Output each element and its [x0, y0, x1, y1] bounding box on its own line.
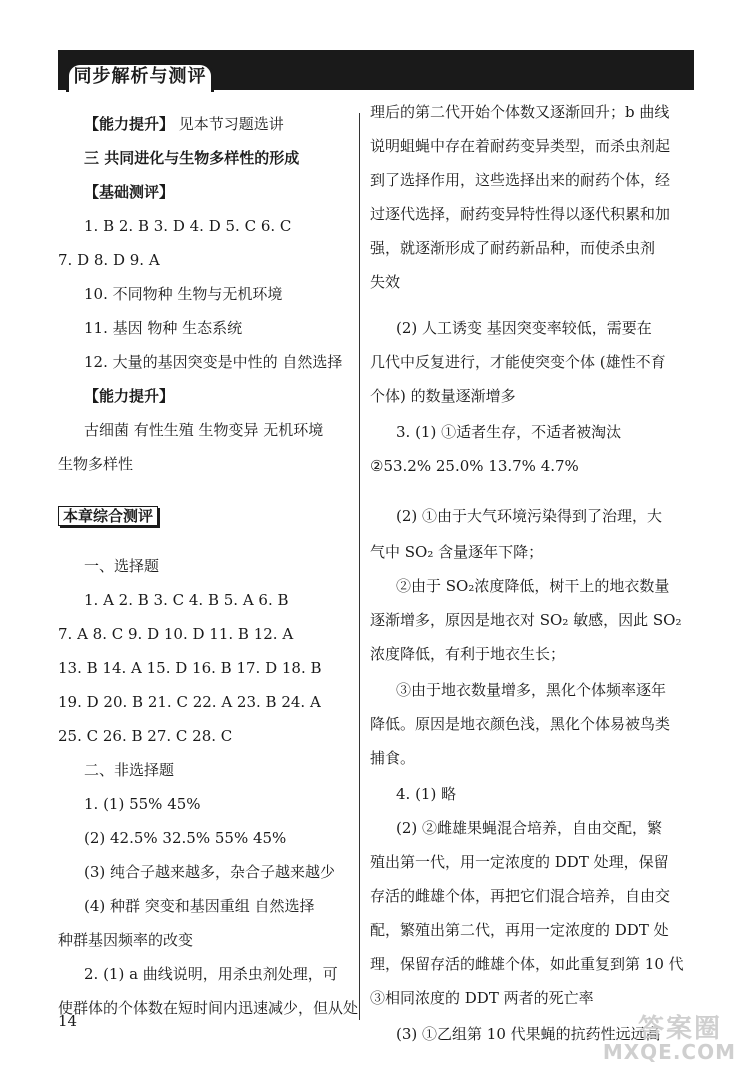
right-column-line: 几代中反复进行，才能使突变个体 (雄性不育	[370, 353, 666, 371]
right-column-line: 降低。原因是地衣颜色浅，黑化个体易被鸟类	[370, 715, 671, 733]
right-column-line: 失效	[370, 273, 401, 291]
right-column-line: 逐渐增多，原因是地衣对 SO₂ 敏感，因此 SO₂	[370, 611, 682, 629]
left-column-line: 【能力提升】	[84, 387, 175, 405]
left-column-line: 生物多样性	[58, 455, 134, 473]
left-column-line: 古细菌 有性生殖 生物变异 无机环境	[84, 421, 324, 439]
left-column-line: 25. C 26. B 27. C 28. C	[58, 727, 233, 745]
chapter-test-heading: 本章综合测评	[58, 506, 158, 526]
right-column-line: 捕食。	[370, 749, 416, 767]
left-column-line: (4) 种群 突变和基因重组 自然选择	[84, 897, 315, 915]
left-column-line: 19. D 20. B 21. C 22. A 23. B 24. A	[58, 693, 321, 711]
left-column-line: 种群基因频率的改变	[58, 931, 194, 949]
right-column-line: ②53.2% 25.0% 13.7% 4.7%	[370, 457, 579, 475]
left-column-line: 13. B 14. A 15. D 16. B 17. D 18. B	[58, 659, 322, 677]
right-column-line: 个体) 的数量逐渐增多	[370, 387, 516, 405]
left-column-line: 使群体的个体数在短时间内迅速减少，但从处	[58, 999, 359, 1017]
left-column-line: (3) 纯合子越来越多，杂合子越来越少	[84, 863, 336, 881]
right-column-line: 说明蛆蝇中存在着耐药变异类型，而杀虫剂起	[370, 137, 671, 155]
right-column-line: ②由于 SO₂浓度降低，树干上的地衣数量	[396, 577, 670, 595]
left-column-line: (2) 42.5% 32.5% 55% 45%	[84, 829, 287, 847]
left-column-line: 1. B 2. B 3. D 4. D 5. C 6. C	[84, 217, 292, 235]
left-column-line: 2. (1) a 曲线说明，用杀虫剂处理，可	[84, 965, 338, 983]
left-column-line: 【基础测评】	[84, 183, 175, 201]
left-column-line: 一、选择题	[84, 557, 160, 575]
right-column-line: 过逐代选择，耐药变异特性得以逐代积累和加	[370, 205, 671, 223]
left-column-line: 【能力提升】 见本节习题选讲	[84, 115, 284, 133]
right-column-line: (2) ①由于大气环境污染得到了治理，大	[396, 507, 663, 525]
left-column-line	[58, 505, 158, 527]
page-number: 14	[58, 1012, 78, 1030]
right-column-line: (2) ②雌雄果蝇混合培养，自由交配，繁	[396, 819, 663, 837]
left-column-line: 1. (1) 55% 45%	[84, 795, 201, 813]
right-column-line: 4. (1) 略	[396, 785, 457, 803]
section-label: 【能力提升】	[84, 115, 175, 133]
right-column-line: ③由于地衣数量增多，黑化个体频率逐年	[396, 681, 667, 699]
right-column-line: ③相同浓度的 DDT 两者的死亡率	[370, 989, 594, 1007]
right-column-line: (2) 人工诱变 基因突变率较低，需要在	[396, 319, 652, 337]
right-column-line: 浓度降低，有利于地衣生长；	[370, 645, 566, 663]
right-column-line: 气中 SO₂ 含量逐年下降；	[370, 543, 544, 561]
right-column-line: 理，保留存活的雌雄个体，如此重复到第 10 代	[370, 955, 684, 973]
watermark-bottom: MXQE.COM	[602, 1040, 736, 1064]
right-column-line: (3) ①乙组第 10 代果蝇的抗药性远远高	[396, 1025, 661, 1043]
column-divider	[359, 113, 360, 1020]
left-column-line: 二、非选择题	[84, 761, 175, 779]
left-column-line: 12. 大量的基因突变是中性的 自然选择	[84, 353, 343, 371]
left-column-line: 三 共同进化与生物多样性的形成	[84, 149, 300, 167]
watermark-top: 答案圈	[637, 1014, 722, 1044]
left-column-line: 7. A 8. C 9. D 10. D 11. B 12. A	[58, 625, 294, 643]
right-column-line: 理后的第二代开始个体数又逐渐回升；b 曲线	[370, 103, 670, 121]
right-column-line: 到了选择作用，这些选择出来的耐药个体，经	[370, 171, 671, 189]
right-column-line: 存活的雌雄个体，再把它们混合培养，自由交	[370, 887, 671, 905]
left-column-line: 11. 基因 物种 生态系统	[84, 319, 243, 337]
right-column-line: 3. (1) ①适者生存，不适者被淘汰	[396, 423, 622, 441]
left-column-line: 7. D 8. D 9. A	[58, 251, 160, 269]
right-column-line: 配，繁殖出第二代，再用一定浓度的 DDT 处	[370, 921, 669, 939]
header-title: 同步解析与测评	[73, 66, 207, 87]
right-column-line: 强，就逐渐形成了耐药新品种，而使杀虫剂	[370, 239, 656, 257]
watermark	[586, 1006, 736, 1066]
right-column-line: 殖出第一代，用一定浓度的 DDT 处理，保留	[370, 853, 669, 871]
left-column-line: 10. 不同物种 生物与无机环境	[84, 285, 283, 303]
left-column-line: 1. A 2. B 3. C 4. B 5. A 6. B	[84, 591, 289, 609]
